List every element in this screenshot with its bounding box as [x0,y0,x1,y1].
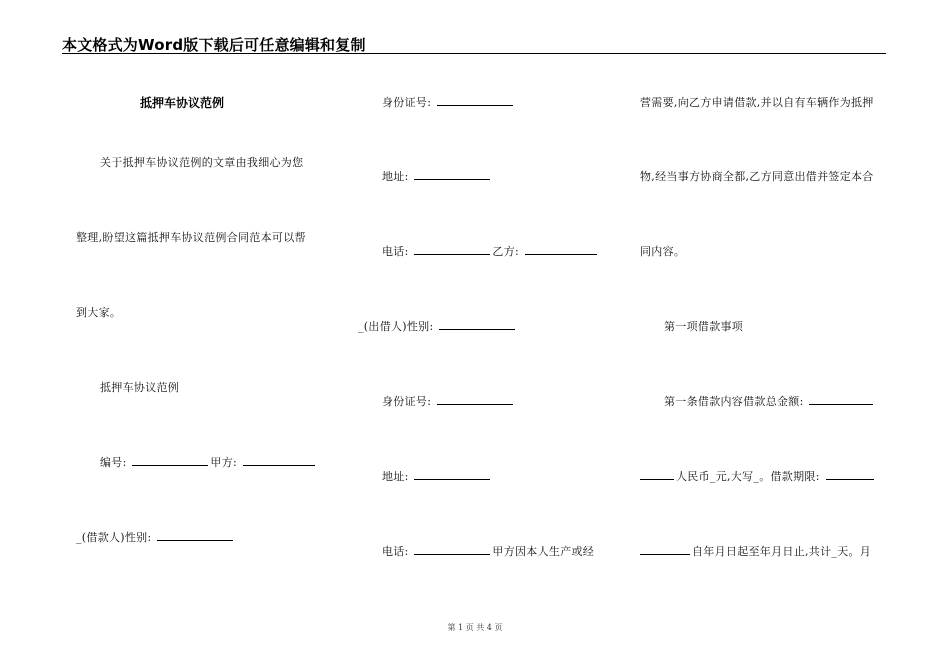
text-line: 到大家。 [76,306,122,319]
period-blank [640,545,690,555]
loan-term-label: 人民币_元,大写_。借款期限: [676,470,820,483]
borrower-gender-label: _(借款人)性别: [76,531,152,544]
loan-term-blank [826,470,874,480]
address-blank-2 [414,470,490,480]
borrower-gender-line [76,529,235,545]
lender-gender-label: _(出借人)性别: [358,320,434,333]
document-title: 抵押车协议范例 [140,96,225,110]
section-heading: 抵押车协议范例 [100,381,180,394]
loan-term-line [640,468,876,484]
address-line [382,168,492,184]
phone-line-2 [382,543,594,559]
text-line: 关于抵押车协议范例的文章由我细心为您 [100,156,304,169]
amount-blank [640,470,674,480]
page-number: 第 1 页 共 4 页 [447,623,503,632]
phone-label-2: 电话: [382,545,409,558]
document-banner: 本文格式为Word版下载后可任意编辑和复制 [62,36,366,54]
loan-period-label: 自年月日起至年月日止,共计_天。月 [692,545,872,558]
party-a-label: 甲方: [210,456,238,469]
number-party-line [100,454,317,470]
address-line-2 [382,468,492,484]
phone-label: 电话: [382,245,409,258]
lender-gender-line [358,318,517,334]
borrower-gender-blank [157,531,233,541]
loan-amount-label: 第一条借款内容借款总金额: [664,395,804,408]
id-number-line [382,94,515,110]
section-heading: 第一项借款事项 [664,320,744,333]
phone-party-b-line [382,243,599,259]
party-a-blank [243,456,315,466]
number-blank [132,456,208,466]
number-label: 编号: [100,456,127,469]
party-b-blank [525,245,597,255]
lender-gender-blank [439,320,515,330]
address-label: 地址: [382,170,409,183]
address-label-2: 地址: [382,470,409,483]
id-number-label-2: 身份证号: [382,395,432,408]
text-line: 物,经当事方协商全都,乙方同意出借并签定本合 [640,170,874,183]
text-line: 营需要,向乙方申请借款,并以自有车辆作为抵押 [640,96,874,109]
id-number-label: 身份证号: [382,96,432,109]
phone-blank [414,245,490,255]
loan-period-line [640,543,871,559]
id-number-blank [437,96,513,106]
address-blank [414,170,490,180]
text-line: 同内容。 [640,245,686,258]
text-line: 甲方因本人生产或经 [492,545,595,558]
loan-amount-blank [809,395,873,405]
id-number-line-2 [382,393,515,409]
party-b-label: 乙方: [492,245,520,258]
phone-blank-2 [414,545,490,555]
text-line: 整理,盼望这篇抵押车协议范例合同范本可以帮 [76,231,306,244]
header-divider [62,53,886,54]
loan-amount-line [664,393,875,409]
id-number-blank-2 [437,395,513,405]
